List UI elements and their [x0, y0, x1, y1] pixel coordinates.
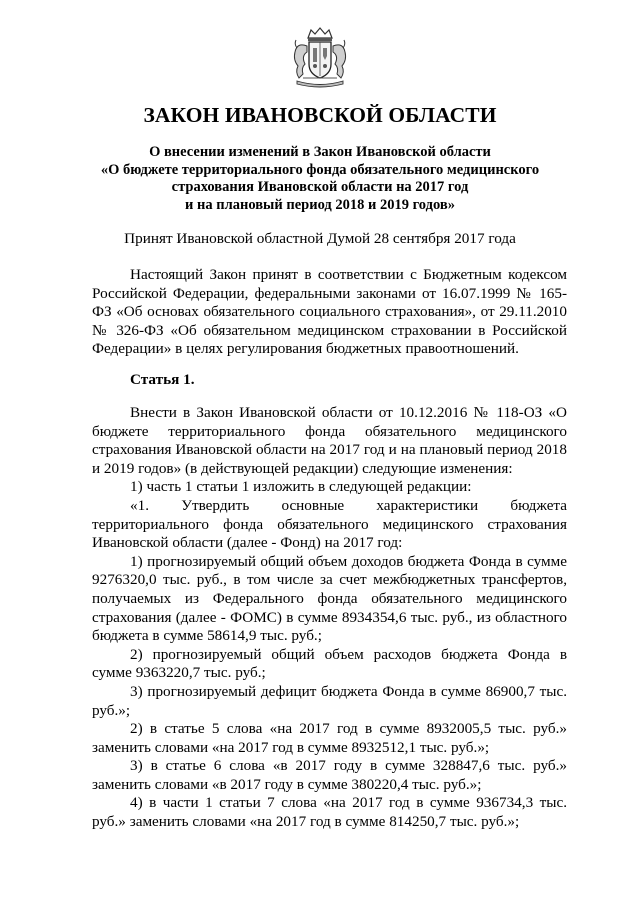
adoption-note: Принят Ивановской областной Думой 28 сентября 2017 года: [124, 230, 516, 247]
preamble: [92, 266, 567, 359]
subtitle-line: и на плановый период 2018 и 2019 годов»: [185, 196, 455, 213]
article-paragraph: 3) прогнозируемый дефицит бюджета Фонда в сумме 86900,7 тыс. руб.»;: [92, 682, 567, 719]
preamble-paragraph: Настоящий Закон принят в соответствии с Бюджетным кодексом Российской Федерации, федеральными законами от 16.07.1999 № 165-ФЗ «Об основах обязательного социального страхования», от 29.11.2010 № 326-ФЗ «Об обязательном медицинском страховании в Российской Федерации» в целях регулирования бюджетных правоотношений.: [92, 266, 567, 358]
article-paragraph: «1. Утвердить основные характеристики бюджета территориального фонда обязательного медицинского страхования Ивановской области (далее - Фонд) на 2017 год:: [92, 496, 567, 552]
document-title: ЗАКОН ИВАНОВСКОЙ ОБЛАСТИ: [143, 103, 497, 127]
subtitle-line: О внесении изменений в Закон Ивановской области: [149, 144, 491, 160]
ivanovo-coat-of-arms-icon: [289, 26, 351, 90]
subtitle-line: «О бюджете территориального фонда обязательного медицинского: [100, 161, 540, 178]
subtitle-line: страхования Ивановской области на 2017 год: [171, 179, 469, 195]
article-paragraph: 3) в статье 6 слова «в 2017 году в сумме 328847,6 тыс. руб.» заменить словами «в 2017 году в сумме 380220,4 тыс. руб.»;: [92, 757, 567, 793]
article-paragraph: 2) прогнозируемый общий объем расходов бюджета Фонда в сумме 9363220,7 тыс. руб.;: [92, 645, 567, 682]
article-paragraph: 4) в части 1 статьи 7 слова «на 2017 год в сумме 936734,3 тыс. руб.» заменить словами «на 2017 год в сумме 814250,7 тыс. руб.»;: [92, 794, 567, 831]
article-body: [92, 404, 567, 832]
article-heading: Статья 1.: [130, 371, 195, 388]
article-paragraph: Внести в Закон Ивановской области от 10.12.2016 № 118-ОЗ «О бюджете территориального фонда обязательного медицинского страхования Ивановской области на 2017 год и на плановый период 2018 и 2019 годов» (в действующей редакции) следующие изменения:: [92, 404, 567, 477]
article-paragraph: 2) в статье 5 слова «на 2017 год в сумме 8932005,5 тыс. руб.» заменить словами «на 2017 год в сумме 8932512,1 тыс. руб.»;: [92, 720, 567, 756]
article-paragraph: 1) часть 1 статьи 1 изложить в следующей редакции:: [130, 478, 472, 496]
law-subtitle: [90, 144, 550, 214]
article-paragraph: 1) прогнозируемый общий объем доходов бюджета Фонда в сумме 9276320,0 тыс. руб., в том числе за счет межбюджетных трансфертов, получаемых из Федерального фонда обязательного медицинского страхования (далее - ФОМС) в сумме 8934354,6 тыс. руб., из областного бюджета в сумме 58614,9 тыс. руб.;: [92, 552, 567, 645]
